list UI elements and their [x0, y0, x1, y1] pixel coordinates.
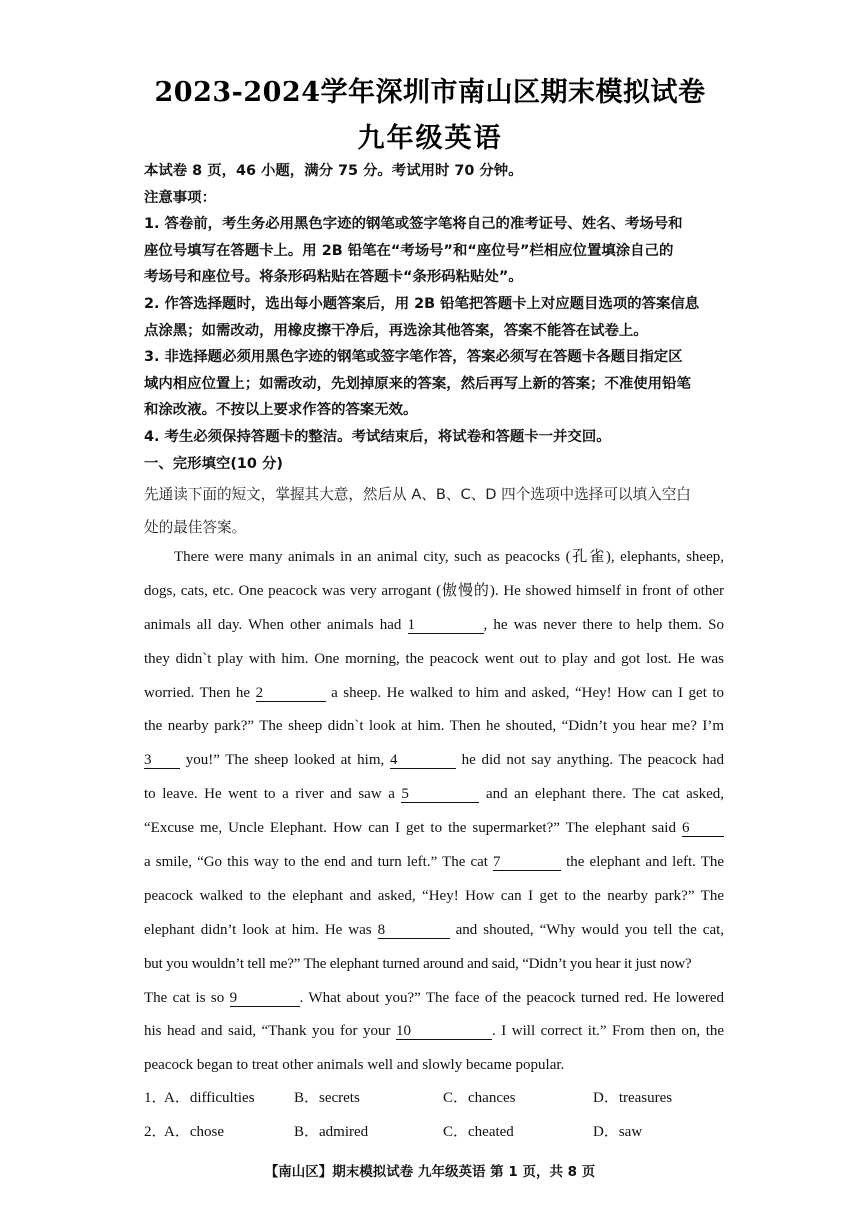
instruction-line: 3. 非选择题必须用黑色字迹的钢笔或签字笔作答，答案必须写在答题卡各题目指定区	[144, 349, 683, 366]
blank-1: 1	[408, 617, 484, 634]
option-d: D．saw	[593, 1124, 643, 1140]
section-heading: 一、完形填空(10 分)	[144, 455, 283, 472]
passage-line: they didn`t play with him. One morning, the peacock went out to play and got lost. He was	[144, 650, 724, 667]
option-row	[144, 1120, 724, 1154]
blank-6: 6	[682, 820, 724, 837]
passage-line: dogs, cats, etc. One peacock was very arrogant (傲慢的). He showed himself in front of other	[144, 582, 724, 599]
instruction-line: 4. 考生必须保持答题卡的整洁。考试结束后，将试卷和答题卡一并交回。	[144, 428, 611, 445]
option-c: C．cheated	[443, 1124, 514, 1140]
question-number: 2．	[144, 1124, 167, 1140]
blank-5: 5	[401, 786, 479, 803]
directions-line: 处的最佳答案。	[144, 519, 247, 536]
exam-instructions	[144, 158, 724, 477]
blank-10: 10	[396, 1023, 492, 1040]
option-d: D．treasures	[593, 1090, 673, 1106]
blank-3: 3	[144, 752, 180, 769]
passage-line: animals all day. When other animals had 1 , he was never there to help them. So	[144, 616, 724, 633]
instruction-line: 座位号填写在答题卡上。用 2B 铅笔在“考场号”和“座位号”栏相应位置填涂自己的	[144, 242, 674, 259]
blank-8: 8	[378, 922, 450, 939]
passage-line: elephant didn’t look at him. He was 8 and shouted, “Why would you tell the cat,	[144, 921, 725, 938]
option-a: A．chose	[164, 1124, 224, 1140]
instruction-line: 和涂改液。不按以上要求作答的答案无效。	[144, 402, 418, 419]
instruction-line: 2. 作答选择题时，选出每小题答案后，用 2B 铅笔把答题卡上对应题目选项的答案信息	[144, 295, 700, 312]
option-b: B．secrets	[294, 1090, 360, 1106]
directions-line: 先通读下面的短文，掌握其大意，然后从 A、B、C、D 四个选项中选择可以填入空白	[144, 486, 691, 503]
passage-line: the nearby park?” The sheep didn`t look at him. Then he shouted, “Didn’t you hear me? I’m	[144, 718, 724, 735]
instruction-line: 1. 答卷前，考生务必用黑色字迹的钢笔或签字笔将自己的准考证号、姓名、考场号和	[144, 216, 683, 233]
instruction-line: 考场号和座位号。将条形码粘贴在答题卡“条形码粘贴处”。	[144, 269, 523, 286]
exam-subtitle: 九年级英语	[357, 123, 503, 154]
option-a: A．difficulties	[164, 1090, 255, 1106]
instruction-line: 域内相应位置上；如需改动，先划掉原来的答案，然后再写上新的答案；不准使用铅笔	[144, 375, 691, 392]
passage-line: The cat is so 9 . What about you?” The face of the peacock turned red. He lowered	[144, 989, 724, 1006]
blank-4: 4	[390, 752, 456, 769]
blank-9: 9	[230, 990, 300, 1007]
cloze-passage	[144, 541, 724, 1083]
passage-line: to leave. He went to a river and saw a 5 and an elephant there. The cat asked,	[144, 786, 725, 803]
instruction-line: 本试卷 8 页，46 小题，满分 75 分。考试用时 70 分钟。	[144, 163, 523, 179]
passage-line: peacock walked to the elephant and asked, “Hey! How can I get to the nearby park?” The	[144, 887, 724, 904]
answer-options	[144, 1086, 724, 1154]
passage-line: “Excuse me, Uncle Elephant. How can I get to the supermarket?” The elephant said 6	[144, 812, 724, 846]
question-number: 1．	[144, 1090, 167, 1106]
blank-2: 2	[256, 685, 326, 702]
passage-line: 3 you!” The sheep looked at him, 4 he did not say anything. The peacock had	[144, 752, 725, 769]
option-c: C．chances	[443, 1090, 516, 1106]
passage-line: peacock began to treat other animals well and slowly became popular.	[144, 1057, 565, 1074]
option-b: B．admired	[294, 1124, 369, 1140]
instruction-line: 点涂黑；如需改动，用橡皮擦干净后，再选涂其他答案，答案不能答在试卷上。	[144, 322, 648, 339]
exam-title: 2023-2024学年深圳市南山区期末模拟试卷	[154, 77, 706, 108]
passage-line: worried. Then he 2 a sheep. He walked to him and asked, “Hey! How can I get to	[144, 684, 725, 701]
passage-line: a smile, “Go this way to the end and turn left.” The cat 7 the elephant and left. The	[144, 854, 725, 871]
passage-line: but you wouldn’t tell me?” The elephant turned around and said, “Didn’t you hear it just now?	[144, 955, 692, 972]
section-directions	[144, 478, 724, 544]
page-footer: 【南山区】期末模拟试卷 九年级英语 第 1 页，共 8 页	[264, 1164, 596, 1180]
option-row	[144, 1086, 724, 1120]
instruction-line: 注意事项：	[144, 189, 216, 206]
passage-line: There were many animals in an animal city, such as peacocks (孔雀), elephants, sheep,	[174, 549, 724, 565]
passage-line: his head and said, “Thank you for your 10 . I will correct it.” From then on, the	[144, 1023, 725, 1040]
blank-7: 7	[493, 854, 561, 871]
